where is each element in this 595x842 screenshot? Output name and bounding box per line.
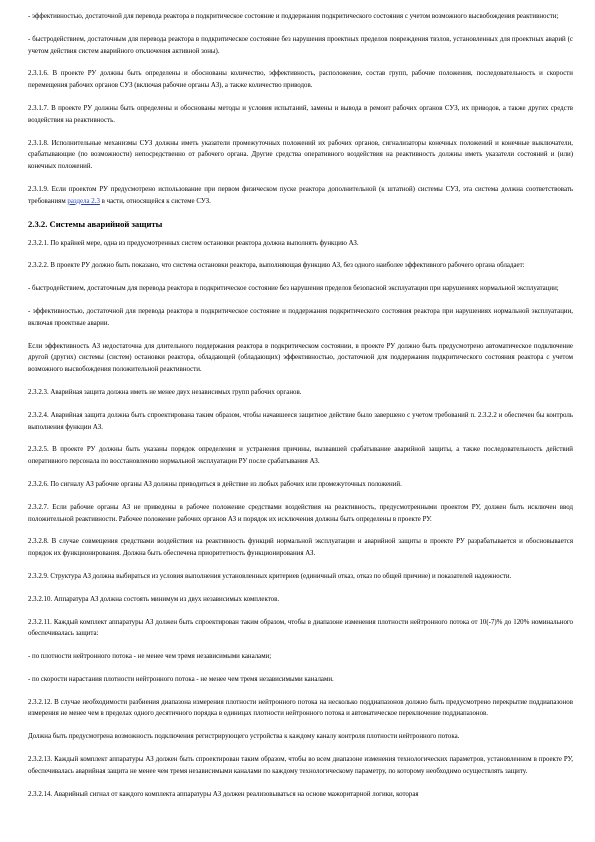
paragraph: 2.3.1.8. Исполнительные механизмы СУЗ должны иметь указатели промежуточных положений их рабочих органов, сигнализаторы конечных положений и конечные выключатели, срабатывающие (по возможности) непосредственно от рабочего органа. Другие средства оперативного воздействия на реактивность должны иметь указатели состояний и (или) конечных положений.: [28, 139, 573, 171]
paragraph: - эффективностью, достаточной для перевода реактора в подкритическое состояние и поддержания подкритического состояния с учетом возможного высвобождения реактивности;: [28, 13, 559, 20]
paragraph-with-link: [28, 184, 573, 208]
paragraph: 2.3.2.10. Аппаратура АЗ должна состоять минимум из двух независимых комплектов.: [28, 595, 280, 603]
paragraph: Должна быть предусмотрена возможность подключения регистрирующего устройства к каждому каналу контроля плотности нейтронного потока.: [28, 733, 460, 741]
paragraph-text: 2.3.1.9. Если проектом РУ предусмотрено использование при первом физическом пуске реактора дополнительной (к штатной) системы СУЗ, эта система должна соответствовать требованиям: [28, 185, 573, 205]
paragraph: 2.3.2.4. Аварийная защита должна быть спроектирована таким образом, чтобы начавшееся защитное действие было завершено с учетом требований п. 2.3.2.2 и обеспечен бы контроль выполнения функции АЗ.: [28, 411, 573, 431]
paragraph: 2.3.2.8. В случае совмещения средствами воздействия на реактивность функций нормальной эксплуатации и аварийной защиты в проекте РУ разрабатывается и обосновывается порядок их функционирования. Должна быть обеспечена приоритетность функционирования АЗ.: [28, 538, 573, 558]
paragraph: 2.3.2.14. Аварийный сигнал от каждого комплекта аппаратуры АЗ должен реализовываться на основе мажоритарной логики, которая: [28, 790, 419, 798]
paragraph-text: в части, относящейся к системе СУЗ.: [99, 197, 211, 205]
paragraph: 2.3.2.11. Каждый комплект аппаратуры АЗ должен быть спроектирован таким образом, чтобы в диапазоне изменения плотности нейтронного потока от 10(-7)% до 120% номинального обеспечивалась защита:: [28, 618, 573, 638]
paragraph: - быстродействием, достаточным для перевода реактора в подкритическое состояние без нарушения проектных пределов повреждения твэлов, установленных для проектных аварий (с учетом действия систем аварийного отключения активной зоны).: [28, 35, 573, 55]
paragraph: 2.3.1.7. В проекте РУ должны быть определены и обоснованы методы и условия испытаний, замены и вывода в ремонт рабочих органов СУЗ, их приводов, а также других средств воздействия на реактивность.: [28, 104, 573, 124]
paragraph: 2.3.1.6. В проекте РУ должны быть определены и обоснованы количество, эффективность, расположение, состав групп, рабочие положения, последовательность и скорости перемещения рабочих органов СУЗ (включая рабочие органы АЗ), а также количество приводов.: [28, 70, 573, 90]
paragraph: 2.3.2.12. В случае необходимости разбиения диапазона измерения плотности нейтронного потока на несколько поддиапазонов должно быть предусмотрено перекрытие поддиапазонов измерения не менее чем в пределах одного десятичного порядка в единицах плотности нейтронного потока и автоматическое переключение поддиапазонов.: [28, 698, 573, 718]
paragraph: Если эффективность АЗ недостаточна для длительного поддержания реактора в подкритическом состоянии, в проекте РУ должно быть предусмотрено автоматическое подключение другой (других) системы (систем) остановки реактора, обладающей (обладающих) эффективностью, достаточной для поддержания подкритического состояния реактора с учетом возможного высвобождения положительной реактивности.: [28, 342, 573, 374]
paragraph: 2.3.2.2. В проекте РУ должно быть показано, что система остановки реактора, выполняющая функцию АЗ, без одного наиболее эффективного рабочего органа обладает:: [28, 262, 525, 270]
paragraph: 2.3.2.5. В проекте РУ должны быть указаны порядок определения и устранения причины, вызвавшей срабатывание аварийной защиты, а также последовательность действий оперативного персонала по восстановлению нормальной эксплуатации РУ после срабатывания АЗ.: [28, 446, 573, 466]
paragraph: 2.3.2.13. Каждый комплект аппаратуры АЗ должен быть спроектирован таким образом, чтобы во всем диапазоне изменения технологических параметров, установленном в проекте РУ, обеспечивалась аварийная защита не менее чем тремя независимыми каналами по каждому технологическому параметру, по которому необходимо осуществлять защиту.: [28, 756, 573, 775]
paragraph: 2.3.2.9. Структура АЗ должна выбираться из условия выполнения установленных критериев (единичный отказ, отказ по общей причине) и показателей надежности.: [28, 572, 512, 580]
paragraph: - по плотности нейтронного потока - не менее чем тремя независимыми каналами;: [28, 653, 272, 661]
paragraph: - по скорости нарастания плотности нейтронного потока - не менее чем тремя независимыми каналами.: [28, 675, 334, 683]
paragraph: 2.3.2.1. По крайней мере, одна из предусмотренных систем остановки реактора должна выполнять функцию АЗ.: [28, 239, 359, 247]
paragraph: 2.3.2.7. Если рабочие органы АЗ не приведены в рабочее положение средствами воздействия на реактивность, предусмотренными проектом РУ, должен быть исключен ввод положительной реактивности. Рабочее положение рабочих органов АЗ и порядок их исключения должны быть определены в проекте РУ.: [28, 503, 573, 523]
paragraph: - эффективностью, достаточной для перевода реактора в подкритическое состояние и поддержания подкритического состояния реактора при нарушениях нормальной эксплуатации, включая проектные аварии.: [28, 307, 573, 327]
section-reference-link[interactable]: раздела 2.3: [67, 197, 100, 205]
paragraph: 2.3.2.6. По сигналу АЗ рабочие органы АЗ должны приводиться в действие из любых рабочих или промежуточных положений.: [28, 480, 402, 488]
paragraph: 2.3.2.3. Аварийная защита должна иметь не менее двух независимых групп рабочих органов.: [28, 388, 302, 396]
section-heading: 2.3.2. Системы аварийной защиты: [28, 218, 163, 229]
paragraph: - быстродействием, достаточным для перевода реактора в подкритическое состояние без нарушения пределов безопасной эксплуатации при нарушениях нормальной эксплуатации;: [28, 285, 559, 293]
